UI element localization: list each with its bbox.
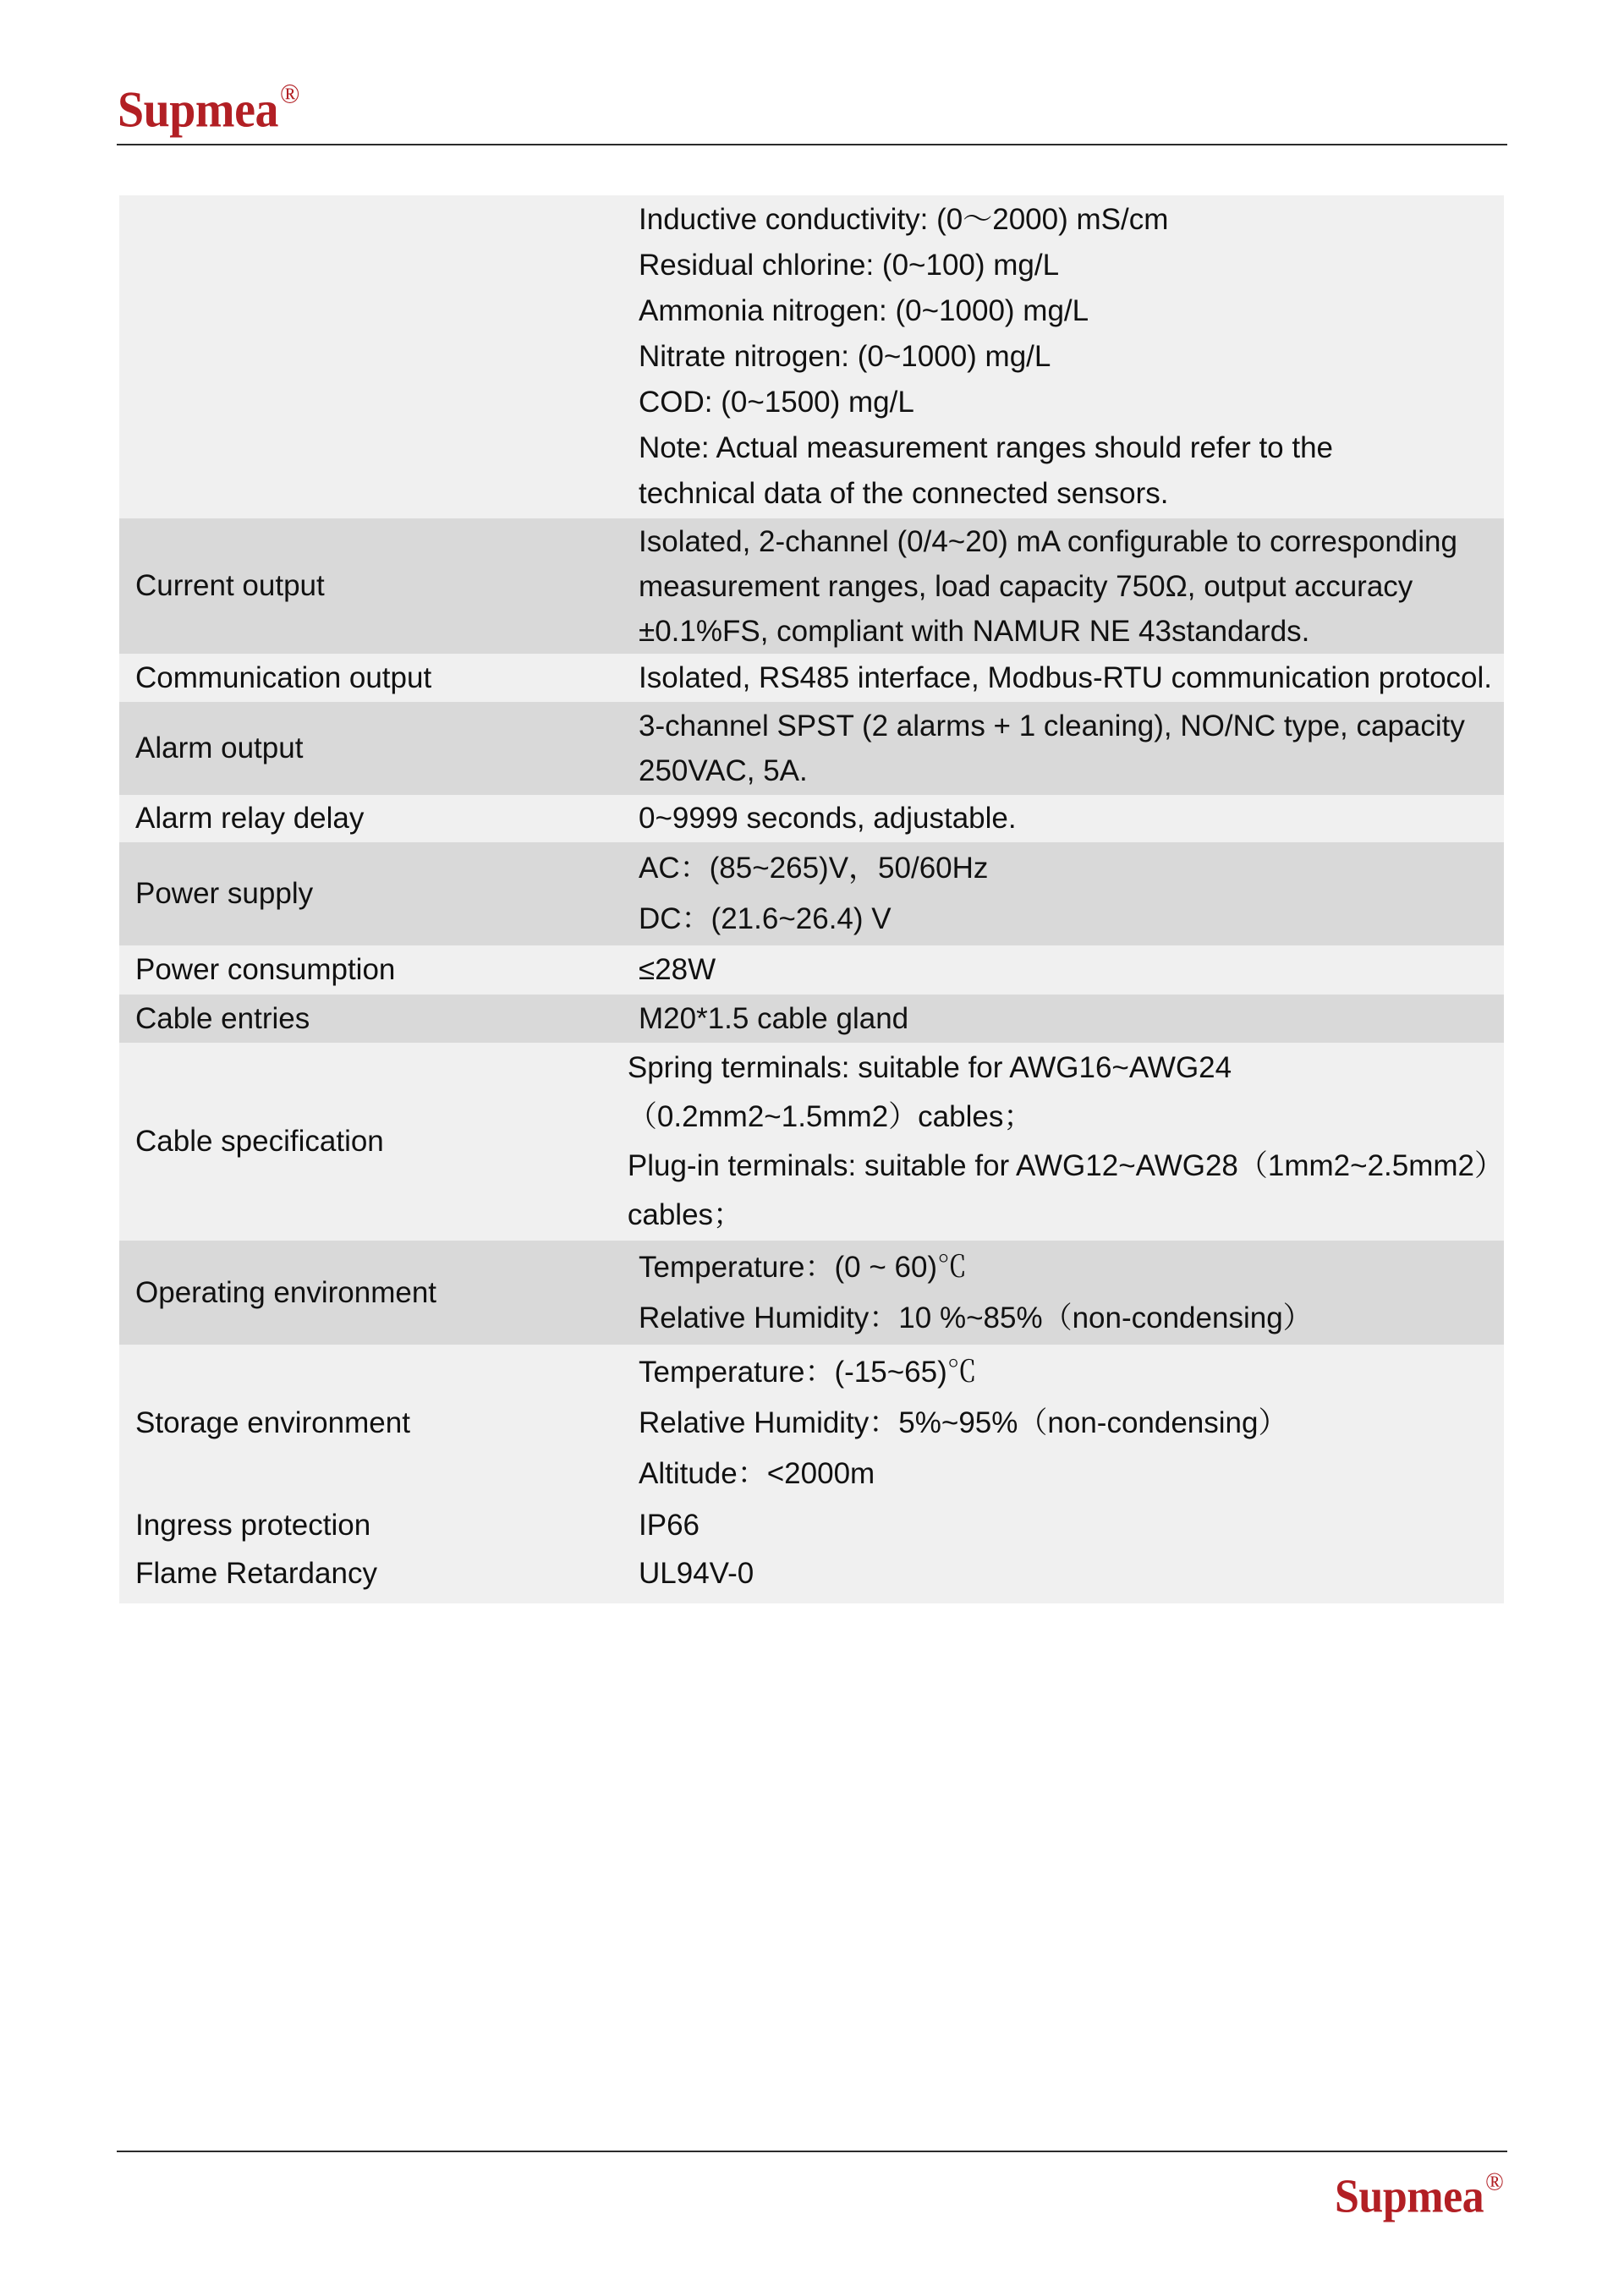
table-row-power-supply: [119, 842, 1504, 945]
row-value: [639, 654, 1504, 702]
row-label: Ingress protection: [135, 1508, 371, 1542]
value-line: 0~9999 seconds, adjustable.: [639, 802, 1017, 835]
row-label: Power consumption: [135, 953, 396, 986]
row-label: Current output: [135, 569, 325, 602]
row-value: [628, 1043, 1504, 1241]
brand-name: Supmea: [118, 81, 278, 139]
value-line: M20*1.5 cable gland: [639, 1001, 909, 1035]
table-row-ingress-protection: [119, 1501, 1504, 1549]
value-line: Temperature：(-15~65)℃: [639, 1355, 977, 1389]
value-line: AC：(85~265)V，50/60Hz: [639, 852, 989, 885]
value-line: IP66: [639, 1508, 700, 1542]
table-row-alarm-output: [119, 702, 1504, 795]
value-line: COD: (0~1500) mg/L: [639, 386, 914, 419]
row-value: [639, 1549, 1504, 1597]
row-label: Cable specification: [135, 1125, 384, 1158]
footer-rule: [117, 2151, 1507, 2152]
value-line: Nitrate nitrogen: (0~1000) mg/L: [639, 340, 1051, 373]
value-line: UL94V-0: [639, 1556, 754, 1590]
value-line: （0.2mm2~1.5mm2）cables；: [627, 1100, 1034, 1133]
value-line: technical data of the connected sensors.: [639, 477, 1169, 510]
value-line: ±0.1%FS, compliant with NAMUR NE 43standards.: [639, 614, 1310, 648]
table-row-cable-specification: [119, 1043, 1504, 1241]
spec-table: [119, 195, 1504, 1603]
table-row-measurement-ranges: [119, 195, 1504, 518]
row-value: [639, 702, 1504, 795]
row-label: Communication output: [135, 660, 432, 694]
value-line: Isolated, RS485 interface, Modbus-RTU communication protocol.: [639, 660, 1493, 694]
table-row-storage-environment: [119, 1345, 1504, 1501]
footer-logo: [1335, 2167, 1504, 2223]
brand-name: Supmea: [1335, 2170, 1484, 2223]
row-label: Operating environment: [135, 1275, 437, 1309]
value-line: Ammonia nitrogen: (0~1000) mg/L: [639, 294, 1089, 327]
value-line: Note: Actual measurement ranges should refer to the: [639, 431, 1334, 464]
row-label: [119, 195, 639, 518]
table-row-communication-output: [119, 654, 1504, 702]
table-row-power-consumption: [119, 945, 1504, 995]
value-line: DC：(21.6~26.4) V: [639, 902, 892, 935]
value-line: Plug-in terminals: suitable for AWG12~AWG28（1mm2~2.5mm2）: [627, 1149, 1504, 1182]
registered-mark-icon: ®: [1485, 2167, 1504, 2196]
row-label: Power supply: [135, 877, 314, 910]
value-line: Altitude：<2000m: [639, 1456, 875, 1490]
header-logo: [118, 78, 299, 139]
value-line: Relative Humidity：10 %~85%（non-condensing）: [639, 1301, 1313, 1334]
row-value: [639, 1241, 1504, 1345]
value-line: ≤28W: [639, 953, 716, 986]
value-line: Spring terminals: suitable for AWG16~AWG24: [627, 1051, 1232, 1084]
table-row-current-output: [119, 518, 1504, 654]
table-row-alarm-relay-delay: [119, 795, 1504, 842]
row-label: Alarm output: [135, 732, 304, 764]
row-value: [639, 995, 1504, 1043]
row-label: Cable entries: [135, 1001, 310, 1035]
row-label: Flame Retardancy: [135, 1556, 377, 1590]
value-line: Inductive conductivity: (0～2000) mS/cm: [639, 203, 1169, 236]
row-value: [639, 945, 1504, 995]
value-line: Relative Humidity：5%~95%（non-condensing）: [639, 1406, 1288, 1439]
row-value: [639, 1501, 1504, 1549]
value-line: 3-channel SPST (2 alarms + 1 cleaning), NO/NC type, capacity: [639, 710, 1465, 743]
row-label: Alarm relay delay: [135, 802, 365, 835]
value-line: 250VAC, 5A.: [639, 754, 808, 787]
value-line: cables；: [627, 1198, 743, 1231]
row-value: [639, 518, 1504, 654]
table-row-flame-retardancy: [119, 1549, 1504, 1603]
row-value: [639, 842, 1504, 945]
row-value: [639, 195, 1504, 518]
value-line: Temperature：(0 ~ 60)℃: [639, 1250, 968, 1284]
value-line: measurement ranges, load capacity 750Ω, output accuracy: [639, 569, 1413, 603]
row-value: [639, 795, 1504, 842]
table-row-cable-entries: [119, 995, 1504, 1043]
registered-mark-icon: ®: [279, 78, 299, 110]
row-label: Storage environment: [135, 1406, 410, 1439]
header-rule: [117, 144, 1507, 145]
value-line: Isolated, 2-channel (0/4~20) mA configurable to corresponding: [639, 524, 1457, 558]
value-line: Residual chlorine: (0~100) mg/L: [639, 249, 1060, 282]
row-value: [639, 1345, 1504, 1501]
table-row-operating-environment: [119, 1241, 1504, 1345]
